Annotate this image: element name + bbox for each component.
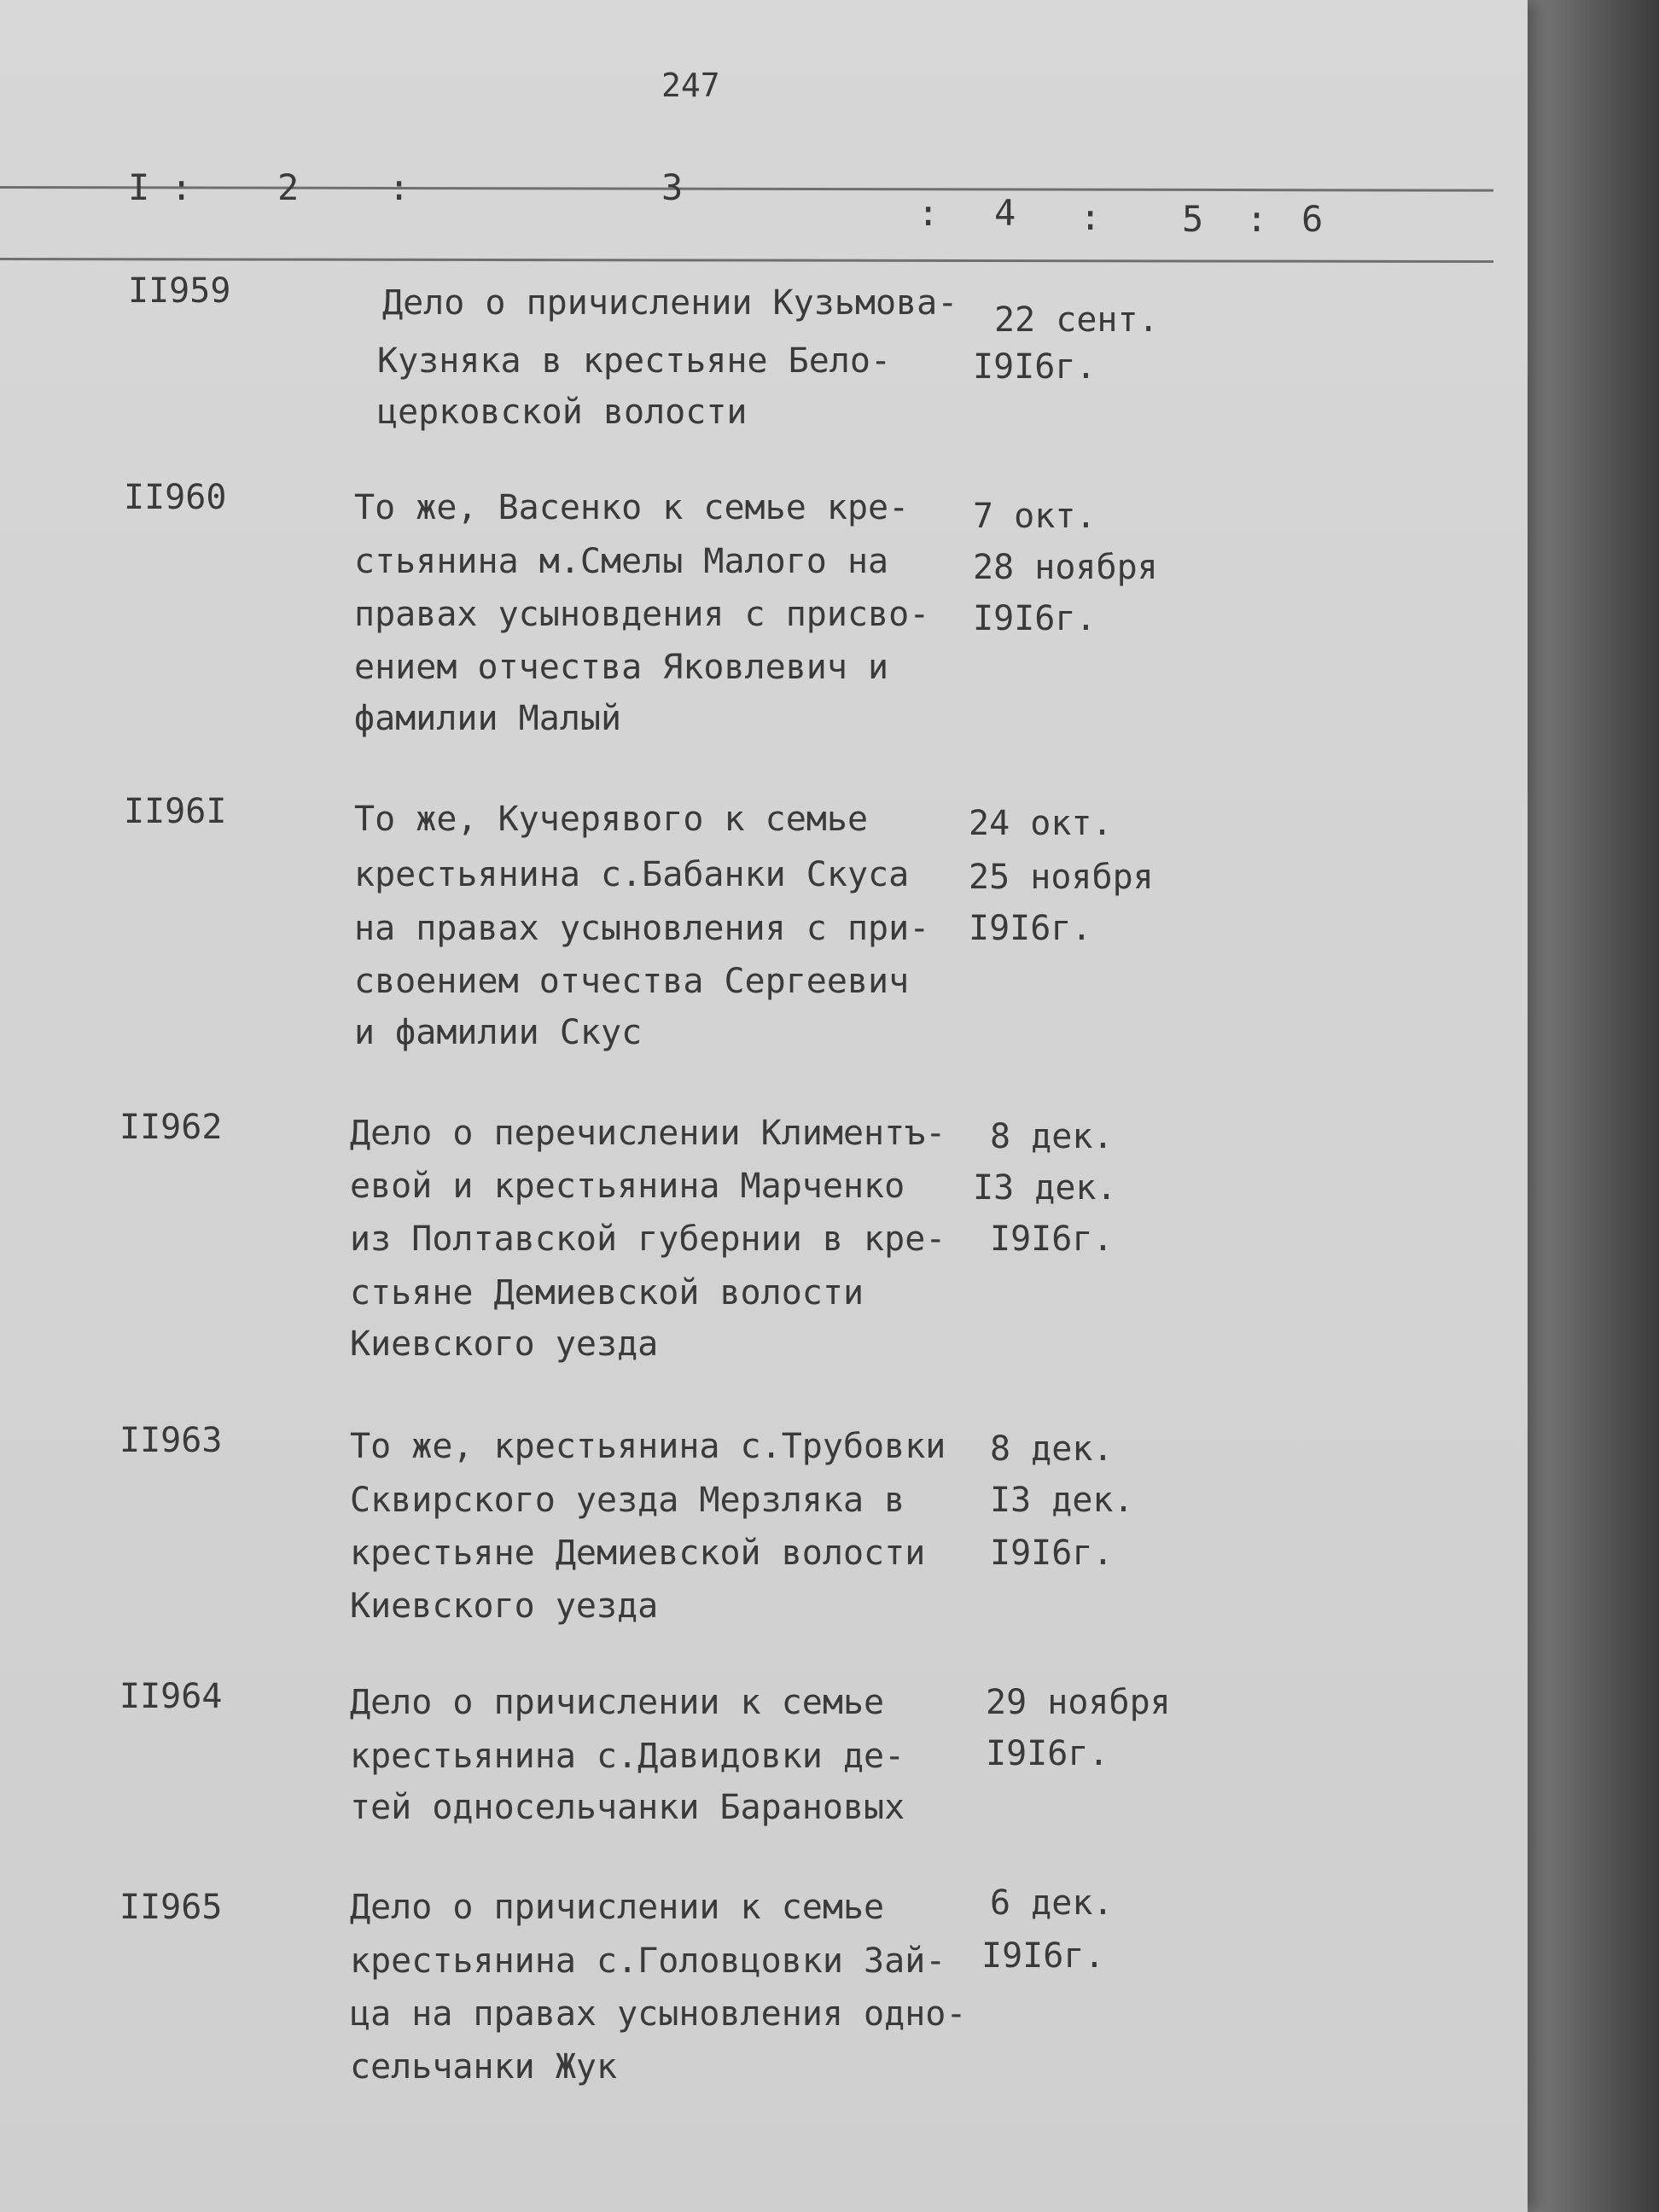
column-separator: : [171, 166, 193, 208]
entry-text-line: евой и крестьянина Марченко [350, 1167, 905, 1206]
entry-date-line: 28 ноября [973, 548, 1158, 587]
entry-text-line: Кузняка в крестьяне Бело- [377, 341, 892, 381]
entry-text-line: крестьяне Демиевской волости [350, 1534, 926, 1573]
entry-date-line: 25 ноября [969, 858, 1154, 897]
entry-text-line: Дело о причислении к семье [350, 1888, 885, 1927]
entry-date-line: 8 дек. [990, 1429, 1114, 1469]
column-header-4: 4 [994, 192, 1016, 234]
entry-text-line: тей односельчанки Барановых [350, 1788, 905, 1827]
column-separator: : [1246, 198, 1268, 240]
column-header-3: 3 [661, 166, 684, 208]
entry-text-line: Сквирского уезда Мерзляка в [350, 1481, 905, 1520]
entry-date-line: I9I6г. [973, 347, 1097, 387]
entry-number: II96I [124, 792, 227, 831]
entry-text-line: Киевского уезда [350, 1586, 659, 1626]
column-header-5: 5 [1182, 198, 1204, 240]
entry-text-line: стьяне Демиевской волости [350, 1273, 864, 1313]
entry-text-line: ением отчества Яковлевич и [354, 648, 889, 687]
entry-text-line: То же, крестьянина с.Трубовки [350, 1427, 946, 1466]
entry-number: II959 [128, 271, 231, 311]
entry-text-line: и фамилии Скус [354, 1013, 643, 1052]
column-separator: : [388, 166, 410, 208]
entry-number: II962 [119, 1108, 223, 1147]
entry-text-line: ца на правах усыновления одно- [350, 1994, 967, 2034]
entry-text-line: То же, Васенко к семье кре- [354, 488, 910, 527]
entry-text-line: Дело о причислении Кузьмова- [382, 283, 958, 323]
entry-text-line: фамилии Малый [354, 699, 622, 738]
entry-date-line: I9I6г. [973, 599, 1097, 638]
entry-text-line: сельчанки Жук [350, 2047, 618, 2087]
entry-text-line: из Полтавской губернии в кре- [350, 1220, 946, 1259]
entry-date-line: I3 дек. [990, 1481, 1134, 1520]
entry-text-line: крестьянина с.Давидовки де- [350, 1737, 905, 1776]
entry-date-line: I3 дек. [973, 1168, 1117, 1208]
entry-date-line: 22 сент. [994, 300, 1159, 340]
entry-number: II965 [119, 1888, 223, 1927]
entry-date-line: I9I6г. [990, 1534, 1114, 1573]
entry-text-line: крестьянина с.Головцовки Зай- [350, 1941, 946, 1981]
column-header-6: 6 [1301, 198, 1324, 240]
entry-date-line: 29 ноября [986, 1683, 1171, 1722]
page-number: 247 [661, 67, 720, 104]
entry-text-line: своением отчества Сергеевич [354, 962, 910, 1001]
entry-text-line: стьянина м.Смелы Малого на [354, 542, 889, 581]
entry-text-line: Дело о перечислении Климентъ- [350, 1114, 946, 1153]
entry-number: II960 [124, 478, 227, 517]
entry-text-line: Киевского уезда [350, 1324, 659, 1364]
entry-number: II963 [119, 1421, 223, 1460]
entry-text-line: То же, Кучерявого к семье [354, 800, 869, 839]
entry-text-line: церковской волости [377, 393, 748, 432]
entry-date-line: 8 дек. [990, 1117, 1114, 1156]
header-rule-bottom [0, 258, 1493, 263]
entry-number: II964 [119, 1677, 223, 1716]
column-separator: : [1080, 196, 1102, 238]
entry-date-line: I9I6г. [981, 1936, 1105, 1976]
entry-text-line: на правах усыновления с при- [354, 909, 930, 948]
entry-date-line: I9I6г. [990, 1220, 1114, 1259]
entry-text-line: правах усыновдения с присво- [354, 595, 930, 634]
entry-date-line: 7 окт. [973, 497, 1097, 536]
entry-text-line: Дело о причислении к семье [350, 1683, 885, 1722]
entry-date-line: I9I6г. [986, 1734, 1109, 1773]
column-separator: : [917, 192, 940, 234]
entry-text-line: крестьянина с.Бабанки Скуса [354, 855, 910, 894]
column-header-2: 2 [277, 166, 300, 208]
entry-date-line: I9I6г. [969, 909, 1092, 948]
entry-date-line: 24 окт. [969, 804, 1113, 843]
header-rule-top [0, 186, 1493, 192]
column-header-1: I [128, 166, 150, 208]
entry-date-line: 6 дек. [990, 1883, 1114, 1923]
